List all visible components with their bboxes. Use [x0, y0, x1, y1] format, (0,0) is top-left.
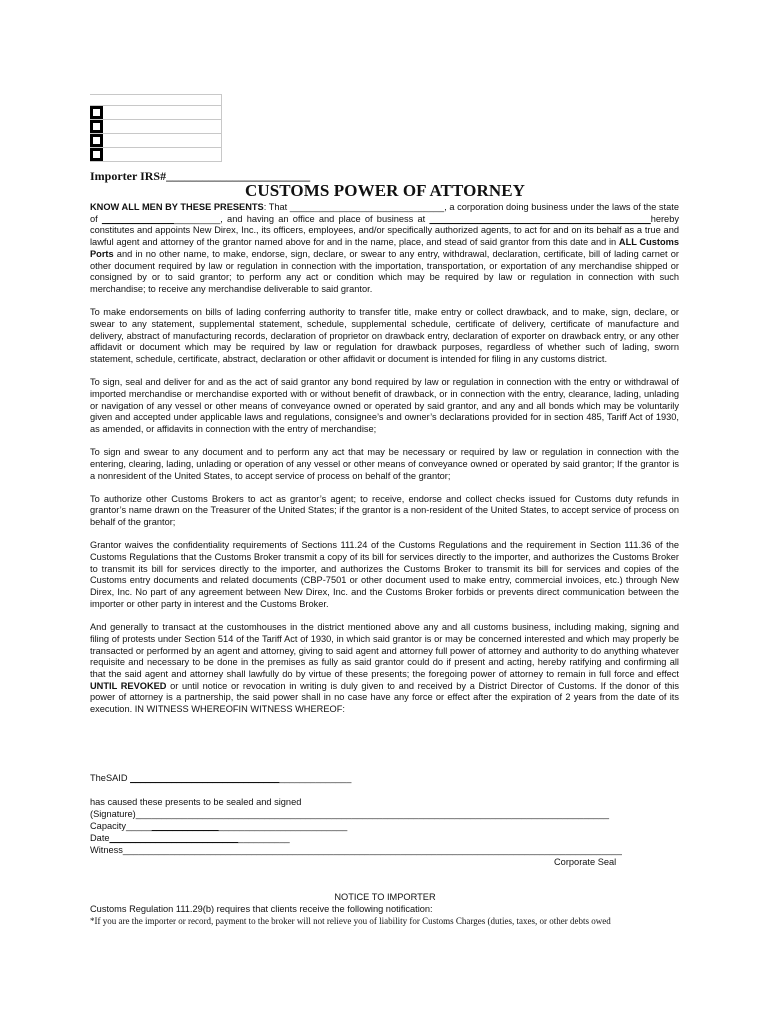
said-line: TheSAID ___________________________________________: [90, 773, 352, 783]
brokers-paragraph: To authorize other Customs Brokers to act as grantor’s agent; to receive, endorse and collect checks issued for Customs duty refunds in grantor’s name drawn on the Treasurer of the United States; if the grantor is a non-resident of the United States, to accept service of process on behalf of the grantor;: [90, 493, 679, 528]
checkbox-group: [90, 94, 222, 162]
checkbox-row: [90, 133, 222, 147]
all-customs-ports: ALL Customs Ports: [90, 237, 679, 259]
signature-field[interactable]: (Signature)____________________________________________________________________________________________: [90, 809, 610, 819]
checkbox[interactable]: [90, 120, 103, 133]
said-blank[interactable]: _____________________________: [130, 773, 280, 783]
endorsements-paragraph: To make endorsements on bills of lading conferring authority to transfer title, make entry or collect drawback, and to make, sign, declare, or swear to any statement, supplemental statement, schedule, supplemental schedule, certificate of delivery, certificate of manufacture and delivery, abstract of manufacturing records, declaration of proprietor on drawback entry, declaration of exporter on drawback entry, or any other affidavit or document which may be required by law or regulation for drawback purposes, regardless of whether such of lading, sworn statement, schedule, certificate, abstract, declaration or other affidavit or document is intended for filing in any customs district.: [90, 307, 679, 364]
notice-title: NOTICE TO IMPORTER: [334, 892, 436, 902]
witness-field[interactable]: Witness_________________________________________________________________________________________________: [90, 845, 622, 855]
document-body: [90, 202, 679, 727]
intro-paragraph: KNOW ALL MEN BY THESE PRESENTS: That ______________________________, a corporation doing business under the laws of the state of _______________________, and having an office and place of business at ___________________________________________hereby constitutes and appoints New Direx, Inc., its officers, employees, and/or specifically authorized agents, to act for and on its behalf as a true and lawful agent and attorney of the grantor named above for and in the name, place, and stead of said grantor from this date and in ALL Customs Ports and in no other name, to make, endorse, sign, declare, or swear to any entry, withdrawal, declaration, certificate, bill of lading carnet or other document required by law or regulation in connection with the importation, transportation, or exportation of any merchandise shipped or consigned by or to said grantor; to perform any act or condition which may be required by law or regulation in connection with such merchandise; to receive any merchandise deliverable to said grantor.: [90, 202, 679, 294]
notice-regulation: Customs Regulation 111.29(b) requires that clients receive the following notification:: [90, 904, 433, 914]
checkbox-row: [90, 119, 222, 133]
vessel-paragraph: To sign and swear to any document and to perform any act that may be necessary or required by law or regulation in connection with the entering, clearing, lading, unlading or operation of any vessel or other means of conveyance owned or operated by said grantor; If the grantor is a nonresident of the United States, to accept service of process on behalf of the grantor;: [90, 447, 679, 481]
sealed-text: has caused these presents to be sealed and signed: [90, 797, 302, 807]
bonds-paragraph: To sign, seal and deliver for and as the act of said grantor any bond required by law or regulation in connection with the entry or withdrawal of imported merchandise or merchandise exported with or without benefit of drawback, or in connection with the entry, clearance, lading, unlading or navigation of any vessel or other means of conveyance owned or operated by said grantor, and any and all bonds which may be voluntarily given and accepted under applicable laws and regulations, consignee’s and owner’s declarations provided for in section 485, Tariff Act of 1930, as amended, or affidavits in connection with the entry of merchandise;: [90, 377, 679, 434]
corporate-seal-label: Corporate Seal: [554, 857, 617, 867]
checkbox[interactable]: [90, 106, 103, 119]
intro-lead: KNOW ALL MEN BY THESE PRESENTS: [90, 202, 264, 212]
state-blank[interactable]: ______________: [101, 213, 174, 224]
notice-note: *If you are the importer or record, payment to the broker will not relieve you of liability for Customs Charges (duties, taxes, or other debts owed: [90, 916, 611, 926]
checkbox-row: [90, 105, 222, 119]
capacity-field[interactable]: Capacity___________________________________________: [90, 821, 348, 831]
checkbox[interactable]: [90, 134, 103, 147]
date-field[interactable]: Date___________________________________: [90, 833, 290, 843]
signature-block: [90, 772, 650, 856]
checkbox-row: [90, 147, 222, 162]
address-blank[interactable]: ___________________________________________: [429, 213, 651, 224]
general-paragraph: And generally to transact at the customhouses in the district mentioned above any and all customs business, including making, signing and filing of protests under Section 514 of the Tariff Act of 1930, in which said grantor is or may be concerned interested and which may properly be transacted or performed by an agent and attorney, giving to said agent and attorney full power of attorney and authority to do anything whatever requisite and necessary to be done in the premises as fully as said grantor could do if present and acting, hereby ratifying and confirming all that the said agent and attorney shall lawfully do by virtue of these presents; the foregoing power of attorney to remain in full force and effect UNTIL REVOKED or until notice or revocation in writing is duly given to and received by a District Director of Customs. If the donor of this power of attorney is a partnership, the said power shall in no case have any force or effect after the expiration of 2 years from the date of its execution. IN WITNESS WHEREOFIN WITNESS WHEREOF:: [90, 622, 679, 715]
until-revoked: UNTIL REVOKED: [90, 680, 167, 691]
confidentiality-paragraph: Grantor waives the confidentiality requirements of Sections 111.24 of the Customs Regulations and the requirement in Section 111.36 of the Customs Regulations that the Customs Broker transmit a copy of its bill for services directly to the importer, and authorizes the Customs Broker to transmit its bill for services directly to the importer, and authorizes the Customs Broker to transmit its bill for services and copies of the Customs entry documents and related documents (CBP-7501 or other document used to make entry, commercial invoices, etc.) through New Direx, Inc. No part of any agreement between New Direx, Inc. and the Customs Broker forbids or prevents direct communication between the importer or other party in interest and the Customs Broker.: [90, 540, 679, 609]
checkbox[interactable]: [90, 148, 103, 161]
document-title: CUSTOMS POWER OF ATTORNEY: [244, 181, 526, 200]
importer-irs-field[interactable]: Importer IRS#________________________: [90, 169, 311, 183]
